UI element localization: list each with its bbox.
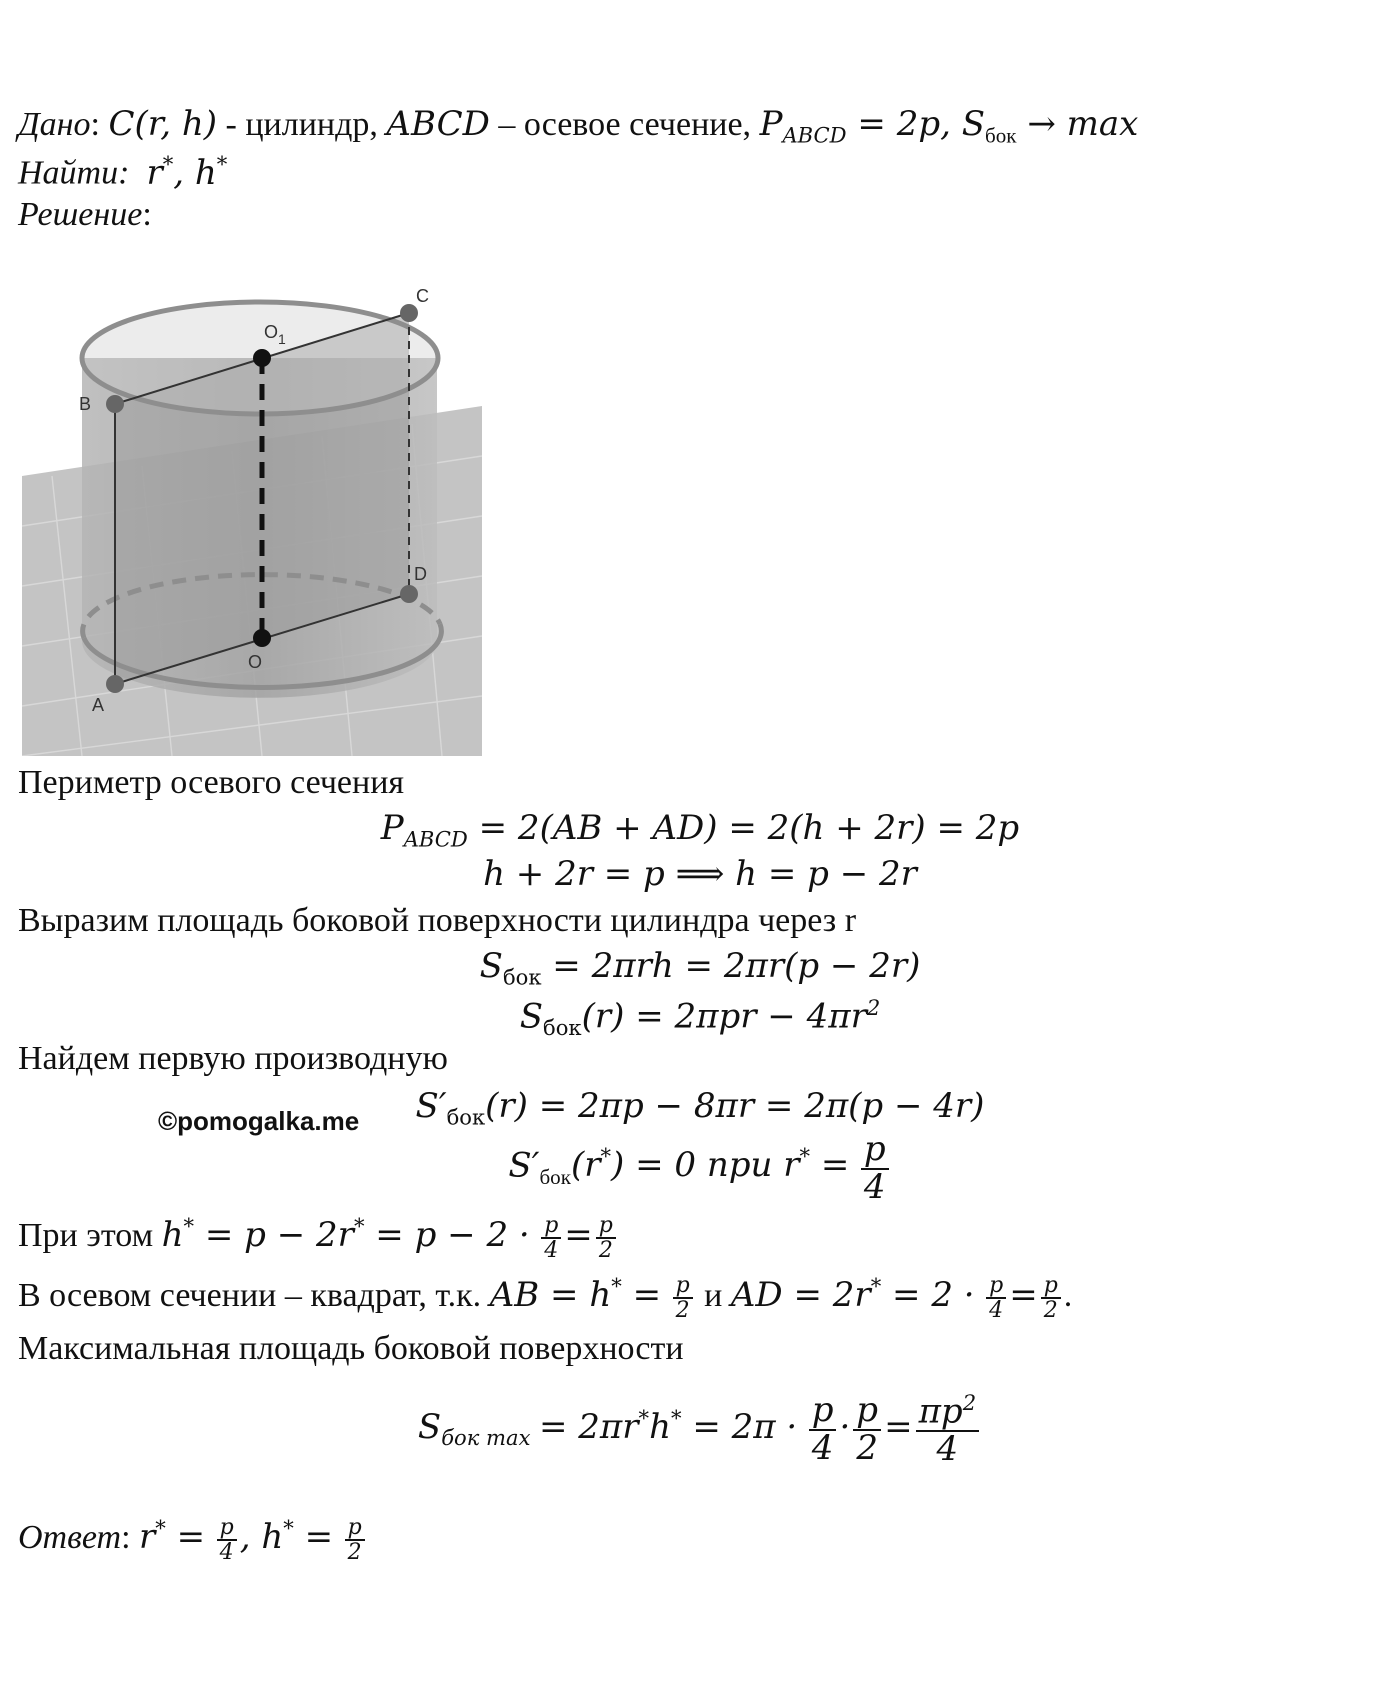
label-o1: $O_1$ — [264, 322, 286, 347]
label-d: D — [414, 564, 427, 584]
cylinder-figure — [22, 286, 482, 756]
step-area-text: Выразим площадь боковой поверхности цилиндра через r — [18, 902, 857, 939]
fraction-p-2c: $\frac{p}{2}$ — [1041, 1274, 1061, 1322]
equation-perimeter: $P_{ABCD} = 2(AB + AD) = 2(h + 2r) = 2p$ — [380, 808, 1020, 852]
answer-fraction-p-4: $\frac{p}{4}$ — [217, 1516, 237, 1564]
step-derivative-text: Найдем первую производную — [18, 1040, 448, 1077]
area-symbol: S — [961, 104, 986, 144]
label-b: B — [79, 394, 92, 414]
watermark: ©pomogalka.me — [158, 1106, 360, 1136]
given-line: Дано: C(r, h) - цилиндр, ABCD – осевое сечение, $P_{ABCD} = 2p$, $S_{бок} \to \max$ — [18, 104, 1139, 148]
point-c — [400, 304, 418, 322]
equation-area: $S_{бок} = 2\pi rh = 2\pi r(p - 2r)$ — [479, 946, 921, 990]
fraction-p-4b: $\frac{p}{4}$ — [986, 1274, 1006, 1322]
fraction-pi-p2-4: $\frac{\pi p^2}{4}$ — [916, 1392, 980, 1468]
label-o: O — [248, 652, 263, 672]
perimeter-symbol: P — [759, 104, 783, 144]
square-and: и — [704, 1276, 723, 1314]
given-text2: – осевое сечение, — [489, 106, 760, 143]
answer-h: , h* = — [239, 1515, 334, 1557]
point-d — [400, 585, 418, 603]
point-a — [106, 675, 124, 693]
square-eq-ab: AB = h* = — [489, 1273, 662, 1315]
point-o — [253, 629, 271, 647]
section-notation: ABCD — [386, 104, 490, 144]
find-value: r*, h* — [146, 151, 228, 193]
height-equation: h* = p − 2r* = p − 2 · — [161, 1213, 530, 1255]
critical-lhs: (r*) = 0 при r* = — [570, 1143, 850, 1186]
answer-label: Ответ — [18, 1518, 122, 1556]
answer-line: Ответ: r* = $\frac{p}{4}$ , h* = $\frac{p}{2}$ — [18, 1516, 368, 1564]
find-line — [18, 152, 227, 192]
equation-max-area: $S_{бок max} = 2\pi r^*h^* = 2\pi$ · $\frac{p}{4}$ · $\frac{p}{2}$ = $\frac{\pi p^2}{4}$ — [0, 1392, 1400, 1468]
given-text1: - цилиндр, — [217, 106, 387, 143]
solution-label: Решение — [18, 196, 143, 233]
label-a: A — [92, 695, 105, 715]
given-label: Дано — [18, 106, 91, 143]
square-eq-ad: AD = 2r* = 2 · — [730, 1273, 975, 1315]
equation-height: h + 2r = p ⟹ h = p − 2r — [483, 854, 917, 894]
critical-subscript: бок — [539, 1164, 571, 1189]
area-goal: → max — [1016, 104, 1139, 144]
cylinder-notation: C(r, h) — [108, 104, 218, 144]
equation-derivative: $S'_{бок}(r) = 2\pi p - 8\pi r = 2\pi(p - 4r)$ — [415, 1086, 985, 1130]
step-perimeter-text: Периметр осевого сечения — [18, 764, 405, 801]
step-square-section: В осевом сечении – квадрат, т.к. AB = h* = $\frac{p}{2}$ и AD = 2r* = 2 · $\frac{p}{4}$ = $\frac{p}{2}$ . — [18, 1273, 1073, 1324]
fraction-p-2d: $\frac{p}{2}$ — [853, 1393, 881, 1466]
point-b — [106, 395, 124, 413]
equation-critical-point: $S'_{бок}(r^*) = 0$ при r* = $\frac{p}{4}$ — [0, 1132, 1400, 1205]
perimeter-subscript: ABCD — [782, 122, 847, 148]
solution-line: Решение: — [18, 196, 152, 233]
step-height-value: При этом h* = p − 2r* = p − 2 · $\frac{p}{4}$ = $\frac{p}{2}$ — [18, 1214, 619, 1262]
fraction-p-2b: $\frac{p}{2}$ — [673, 1274, 693, 1322]
label-c: C — [416, 286, 429, 306]
equation-area-function: $S_{бок}(r) = 2\pi pr - 4\pi r^2$ — [519, 995, 881, 1041]
fraction-p-4a: $\frac{p}{4}$ — [541, 1214, 561, 1262]
perimeter-value: = 2p, — [846, 104, 962, 144]
step-max-area-text: Максимальная площадь боковой поверхности — [18, 1330, 684, 1367]
find-label: Найти: — [18, 154, 130, 192]
answer-fraction-p-2: $\frac{p}{2}$ — [345, 1516, 365, 1564]
area-subscript: бок — [985, 123, 1017, 148]
height-prefix: При этом — [18, 1216, 154, 1254]
point-o1 — [253, 349, 271, 367]
max-area-body: = 2πr*h* = 2π · — [538, 1405, 798, 1447]
max-subscript: бок max — [441, 1425, 531, 1451]
square-prefix: В осевом сечении – квадрат, т.к. — [18, 1276, 482, 1314]
fraction-p-2a: $\frac{p}{2}$ — [596, 1214, 616, 1262]
fraction-p-over-4: $\frac{p}{4}$ — [861, 1132, 889, 1205]
answer-r: r* = — [139, 1515, 206, 1557]
fraction-p-4c: $\frac{p}{4}$ — [809, 1393, 837, 1466]
